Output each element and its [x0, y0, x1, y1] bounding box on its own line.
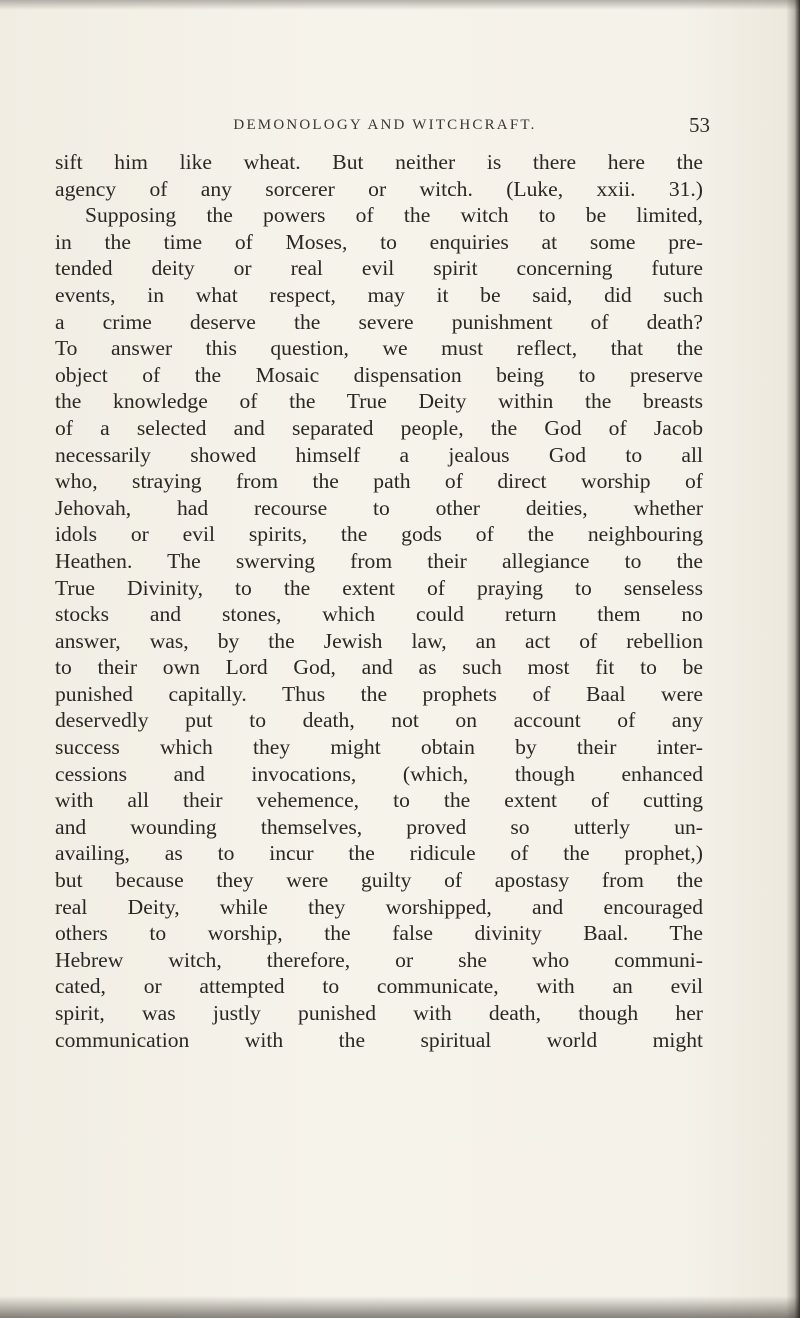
text-line: stocks and stones, which could return them no: [55, 602, 703, 627]
scan-top-edge: [0, 0, 800, 10]
text-line: and wounding themselves, proved so utterly un-: [55, 814, 703, 839]
running-head: [100, 113, 710, 147]
text-line: to their own Lord God, and as such most fit to be: [55, 655, 703, 680]
text-line: availing, as to incur the ridicule of the prophet,): [55, 841, 703, 866]
text-line: the knowledge of the True Deity within the breasts: [55, 389, 703, 414]
text-line: cessions and invocations, (which, though enhanced: [55, 761, 703, 786]
text-line: with all their vehemence, to the extent of cutting: [55, 788, 703, 813]
text-line: answer, was, by the Jewish law, an act of rebellion: [55, 628, 703, 653]
text-line: agency of any sorcerer or witch. (Luke, xxii. 31.): [55, 176, 703, 201]
running-title: DEMONOLOGY AND WITCHCRAFT.: [233, 117, 537, 133]
scan-bottom-edge: [0, 1296, 800, 1318]
text-line: object of the Mosaic dispensation being to preserve: [55, 362, 703, 387]
text-line: cated, or attempted to communicate, with an evil: [55, 974, 703, 999]
text-line: punished capitally. Thus the prophets of Baal were: [55, 681, 703, 706]
text-line: others to worship, the false divinity Baal. The: [55, 921, 703, 946]
text-line: Hebrew witch, therefore, or she who communi-: [55, 947, 703, 972]
text-line: True Divinity, to the extent of praying to senseless: [55, 575, 703, 600]
text-line: spirit, was justly punished with death, though her: [55, 1001, 703, 1025]
text-line: deservedly put to death, not on account of any: [55, 708, 703, 733]
text-line: necessarily showed himself a jealous God to all: [55, 442, 703, 467]
text-line: Supposing the powers of the witch to be limited,: [85, 203, 703, 228]
text-line: communication with the spiritual world might: [55, 1027, 703, 1052]
scan-right-edge: [786, 0, 800, 1318]
text-line: sift him like wheat. But neither is there here the: [55, 150, 703, 174]
text-line: events, in what respect, may it be said, did such: [55, 282, 703, 307]
body-text: [55, 149, 703, 1053]
text-line: To answer this question, we must reflect, that the: [55, 336, 703, 361]
text-line: of a selected and separated people, the God of Jacob: [55, 415, 703, 440]
text-line: Heathen. The swerving from their allegiance to the: [55, 548, 703, 573]
text-line: a crime deserve the severe punishment of death?: [55, 309, 703, 334]
text-line: in the time of Moses, to enquiries at some pre-: [55, 229, 703, 254]
page-number: 53: [689, 113, 710, 137]
text-line: but because they were guilty of apostasy from the: [55, 868, 703, 893]
text-line: idols or evil spirits, the gods of the neighbouring: [55, 522, 703, 547]
text-line: tended deity or real evil spirit concerning future: [55, 256, 703, 281]
text-line: Jehovah, had recourse to other deities, whether: [55, 495, 703, 520]
text-line: who, straying from the path of direct worship of: [55, 469, 703, 494]
text-line: success which they might obtain by their inter-: [55, 735, 703, 760]
text-line: real Deity, while they worshipped, and encouraged: [55, 894, 703, 919]
